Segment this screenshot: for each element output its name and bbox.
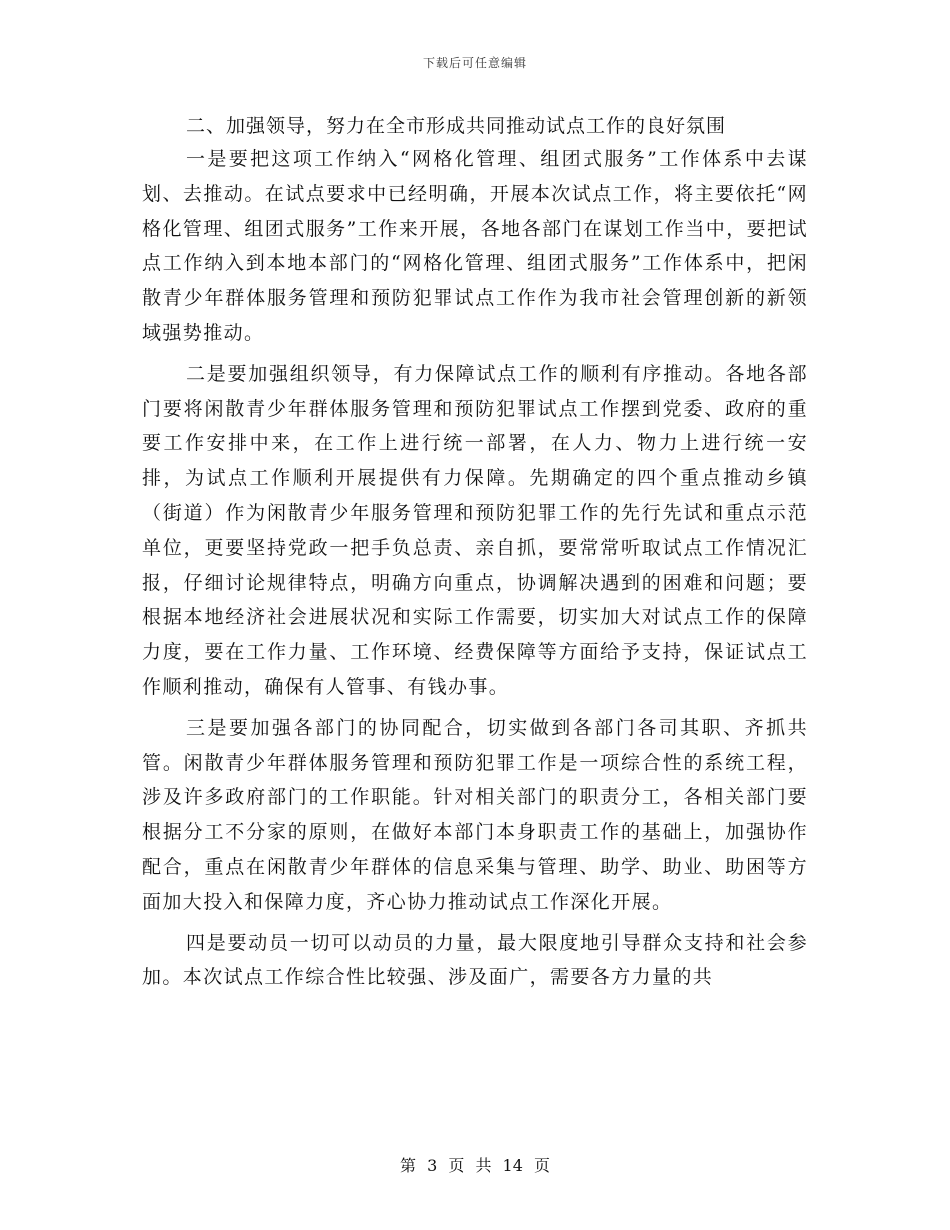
paragraph-3: 三是要加强各部门的协同配合，切实做到各部门各司其职、齐抓共管。闲散青少年群体服务管理和预防犯罪工作是一项综合性的系统工程，涉及许多政府部门的工作职能。针对相关部门的职责分工，各相关部门要根据分工不分家的原则，在做好本部门本身职责工作的基础上，加强协作配合，重点在闲散青少年群体的信息采集与管理、助学、助业、助困等方面加大投入和保障力度，齐心协力推动试点工作深化开展。 (142, 716, 808, 913)
section-heading: 二、加强领导，努力在全市形成共同推动试点工作的良好氛围 (186, 115, 727, 137)
page-header: 下载后可任意编辑 (422, 56, 527, 70)
page-number-footer: 第 3 页 共 14 页 (400, 1156, 550, 1175)
document-body (142, 110, 808, 1001)
paragraph-4: 四是要动员一切可以动员的力量，最大限度地引导群众支持和社会参加。本次试点工作综合性比较强、涉及面广，需要各方力量的共 (142, 931, 808, 989)
paragraph-1: 一是要把这项工作纳入“网格化管理、组团式服务”工作体系中去谋划、去推动。在试点要求中已经明确，开展本次试点工作，将主要依托“网格化管理、组团式服务”工作来开展，各地各部门在谋划工作当中，要把试点工作纳入到本地本部门的“网格化管理、组团式服务”工作体系中，把闲散青少年群体服务管理和预防犯罪试点工作作为我市社会管理创新的新领域强势推动。 (142, 148, 808, 344)
paragraph-2: 二是要加强组织领导，有力保障试点工作的顺利有序推动。各地各部门要将闲散青少年群体服务管理和预防犯罪试点工作摆到党委、政府的重要工作安排中来，在工作上进行统一部署，在人力、物力上进行统一安排，为试点工作顺利开展提供有力保障。先期确定的四个重点推动乡镇（街道）作为闲散青少年服务管理和预防犯罪工作的先行先试和重点示范单位，更要坚持党政一把手负总责、亲自抓，要常常听取试点工作情况汇报，仔细讨论规律特点，明确方向重点，协调解决遇到的困难和问题；要根据本地经济社会进展状况和实际工作需要，切实加大对试点工作的保障力度，要在工作力量、工作环境、经费保障等方面给予支持，保证试点工作顺利推动，确保有人管事、有钱办事。 (142, 362, 808, 698)
